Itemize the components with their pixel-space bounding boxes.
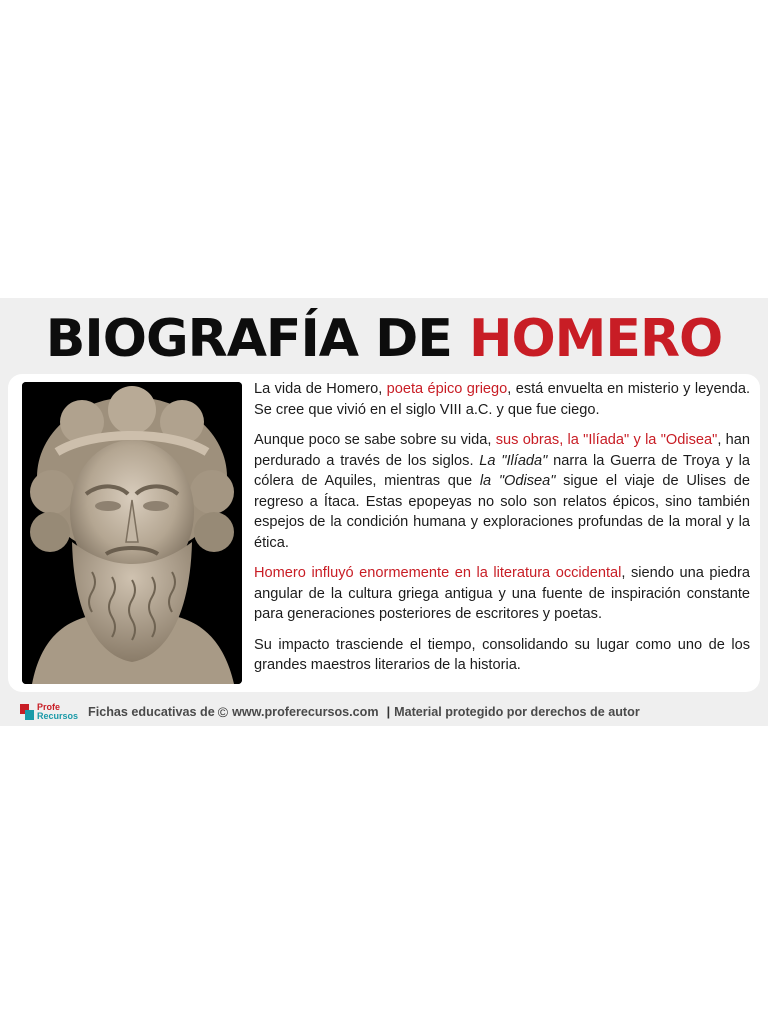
highlighted-phrase: poeta épico griego [386,381,508,397]
text-segment: La vida de Homero, [254,381,387,397]
text-segment: Su impacto trasciende el tiempo, consolidando su lugar como uno de los grandes maestros literarios de la historia. [254,636,750,673]
text-segment: la "Odisea" [479,473,556,489]
text-segment: La "Ilíada" [479,452,548,469]
footer-site-link[interactable]: www.proferecursos.com [232,705,379,719]
text-segment: , siendo una piedra angular de la cultura griega antigua y una fuente de inspiración constante para generaciones posteriores de escritores y poetas. [254,565,750,622]
bio-paragraph [254,430,750,553]
logo-text-bottom: Recursos [37,711,79,721]
biography-card [0,298,768,726]
proferecursos-logo[interactable] [20,703,78,721]
footer-prefix: Fichas educativas de [88,705,215,719]
text-segment: Aunque poco se sabe sobre su vida, [254,432,496,448]
bio-paragraph [254,635,750,676]
text-segment: , han perdurado a través de los siglos. [254,432,750,469]
logo-mark-icon [20,704,34,720]
page-title [0,308,768,370]
title-main: BIOGRAFÍA DE [45,309,452,369]
bio-paragraph [254,563,750,625]
bust-illustration [22,382,242,684]
text-segment: sigue el viaje de Ulises de regreso a Ítaca. Estas epopeyas no solo son relatos épicos, sino también espejos de la condición humana y exploraciones profundas de la moral y la ética. [254,473,750,551]
footer-separator: | [386,705,391,719]
copyright-icon: © [217,704,229,720]
content-panel [8,374,760,692]
footer-notice: Material protegido por derechos de autor [394,705,640,719]
bio-paragraph [254,379,750,420]
footer-bar [20,702,760,722]
portrait-image [22,382,242,684]
biography-text [254,379,750,686]
text-segment: narra la Guerra de Troya y la cólera de Aquiles, mientras que [254,452,750,489]
highlighted-phrase: sus obras, la "Ilíada" y la "Odisea" [495,432,718,448]
title-accent: HOMERO [468,309,723,369]
highlighted-phrase: Homero influyó enormemente en la literatura occidental [254,565,622,581]
logo-text-top: Profe [37,702,61,712]
text-segment: , está envuelta en misterio y leyenda. Se cree que vivió en el siglo VIII a.C. y que fue ciego. [254,381,751,418]
